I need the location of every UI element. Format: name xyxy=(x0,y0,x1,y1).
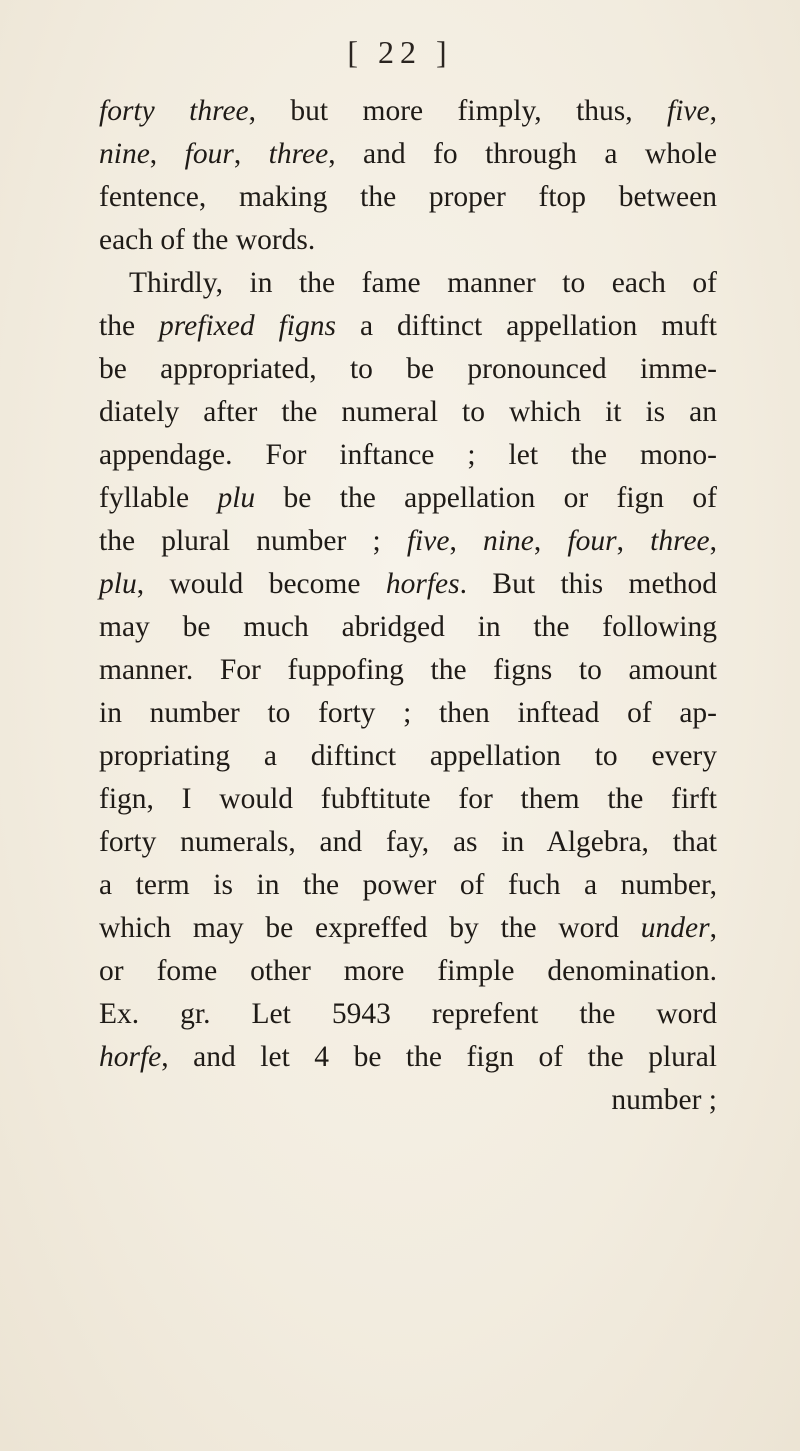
italic-run: five xyxy=(667,95,710,127)
text-line xyxy=(99,434,717,477)
italic-run: four xyxy=(184,138,234,170)
text-line xyxy=(99,649,717,692)
text-line xyxy=(99,821,717,864)
text-line xyxy=(99,907,717,950)
text-run: appendage. For inftance ; let the mono- xyxy=(99,439,717,471)
text-run: be appropriated, to be pronounced imme- xyxy=(99,353,717,385)
text-run: . But this method xyxy=(459,568,717,600)
italic-run: three xyxy=(268,138,329,170)
text-run: or fome other more fimple denomination. xyxy=(99,955,717,987)
italic-run: three xyxy=(650,525,710,557)
text-run: , would become xyxy=(136,568,386,600)
italic-run: five xyxy=(406,525,450,557)
text-run: , and let 4 be the fign of the plural xyxy=(161,1041,717,1073)
text-run: number ; xyxy=(611,1084,717,1116)
text-line xyxy=(99,778,717,821)
text-run: fign, I would fubftitute for them the firft xyxy=(99,783,717,815)
italic-run: under xyxy=(640,912,710,944)
text-run: , xyxy=(616,525,651,557)
text-run: , but more fimply, thus, xyxy=(248,95,668,127)
text-line xyxy=(99,90,717,133)
text-line xyxy=(99,391,717,434)
text-line xyxy=(99,993,717,1036)
italic-run: nine xyxy=(483,525,534,557)
italic-run: horfe xyxy=(99,1041,162,1073)
text-run: which may be expreffed by the word xyxy=(99,912,641,944)
text-run: fyllable xyxy=(99,482,218,514)
italic-run: nine xyxy=(99,138,150,170)
text-run: forty numerals, and fay, as in Algebra, that xyxy=(99,826,717,858)
text-run: diately after the numeral to which it is an xyxy=(99,396,717,428)
text-run: may be much abridged in the following xyxy=(99,611,717,643)
text-line xyxy=(99,735,717,778)
body-text xyxy=(99,90,717,1122)
text-run: , xyxy=(709,912,717,944)
text-run: , xyxy=(709,95,717,127)
text-run: , and fo through a whole xyxy=(328,138,718,170)
text-line xyxy=(99,176,717,219)
text-line xyxy=(99,219,717,262)
catchword-line xyxy=(99,1079,717,1122)
text-run: the xyxy=(99,310,160,342)
page-number: [ 22 ] xyxy=(347,34,453,70)
text-run: in number to forty ; then inftead of ap- xyxy=(99,697,717,729)
italic-run: four xyxy=(567,525,617,557)
italic-run: forty three xyxy=(99,95,249,127)
text-run: manner. For fuppofing the figns to amount xyxy=(99,654,717,686)
text-line xyxy=(99,520,717,563)
text-run: Thirdly, in the fame manner to each of xyxy=(129,267,717,299)
text-run: each of the words. xyxy=(99,224,316,256)
text-line xyxy=(99,606,717,649)
text-line xyxy=(99,133,717,176)
text-run: a term is in the power of fuch a number, xyxy=(99,869,717,901)
text-run: a diftinct appellation muft xyxy=(335,310,717,342)
text-run: propriating a diftinct appellation to every xyxy=(99,740,717,772)
text-run: , xyxy=(709,525,718,557)
text-run: Ex. gr. Let 5943 reprefent the word xyxy=(99,998,717,1030)
text-run: be the appellation or fign of xyxy=(255,482,717,514)
text-line xyxy=(99,348,717,391)
italic-run: plu xyxy=(99,568,137,600)
italic-run: horfes xyxy=(385,568,460,600)
text-line xyxy=(99,563,717,606)
text-line xyxy=(99,692,717,735)
text-line xyxy=(99,262,717,305)
text-run: , xyxy=(233,138,269,170)
text-line xyxy=(99,950,717,993)
text-line xyxy=(99,1036,717,1079)
italic-run: prefixed figns xyxy=(159,310,336,342)
text-line xyxy=(99,477,717,520)
text-line xyxy=(99,864,717,907)
text-run: the plural number ; xyxy=(99,525,407,557)
text-run: , xyxy=(149,138,185,170)
italic-run: plu xyxy=(217,482,256,514)
text-line xyxy=(99,305,717,348)
text-run: , xyxy=(449,525,484,557)
text-run: fentence, making the proper ftop between xyxy=(99,181,717,213)
text-run: , xyxy=(533,525,568,557)
